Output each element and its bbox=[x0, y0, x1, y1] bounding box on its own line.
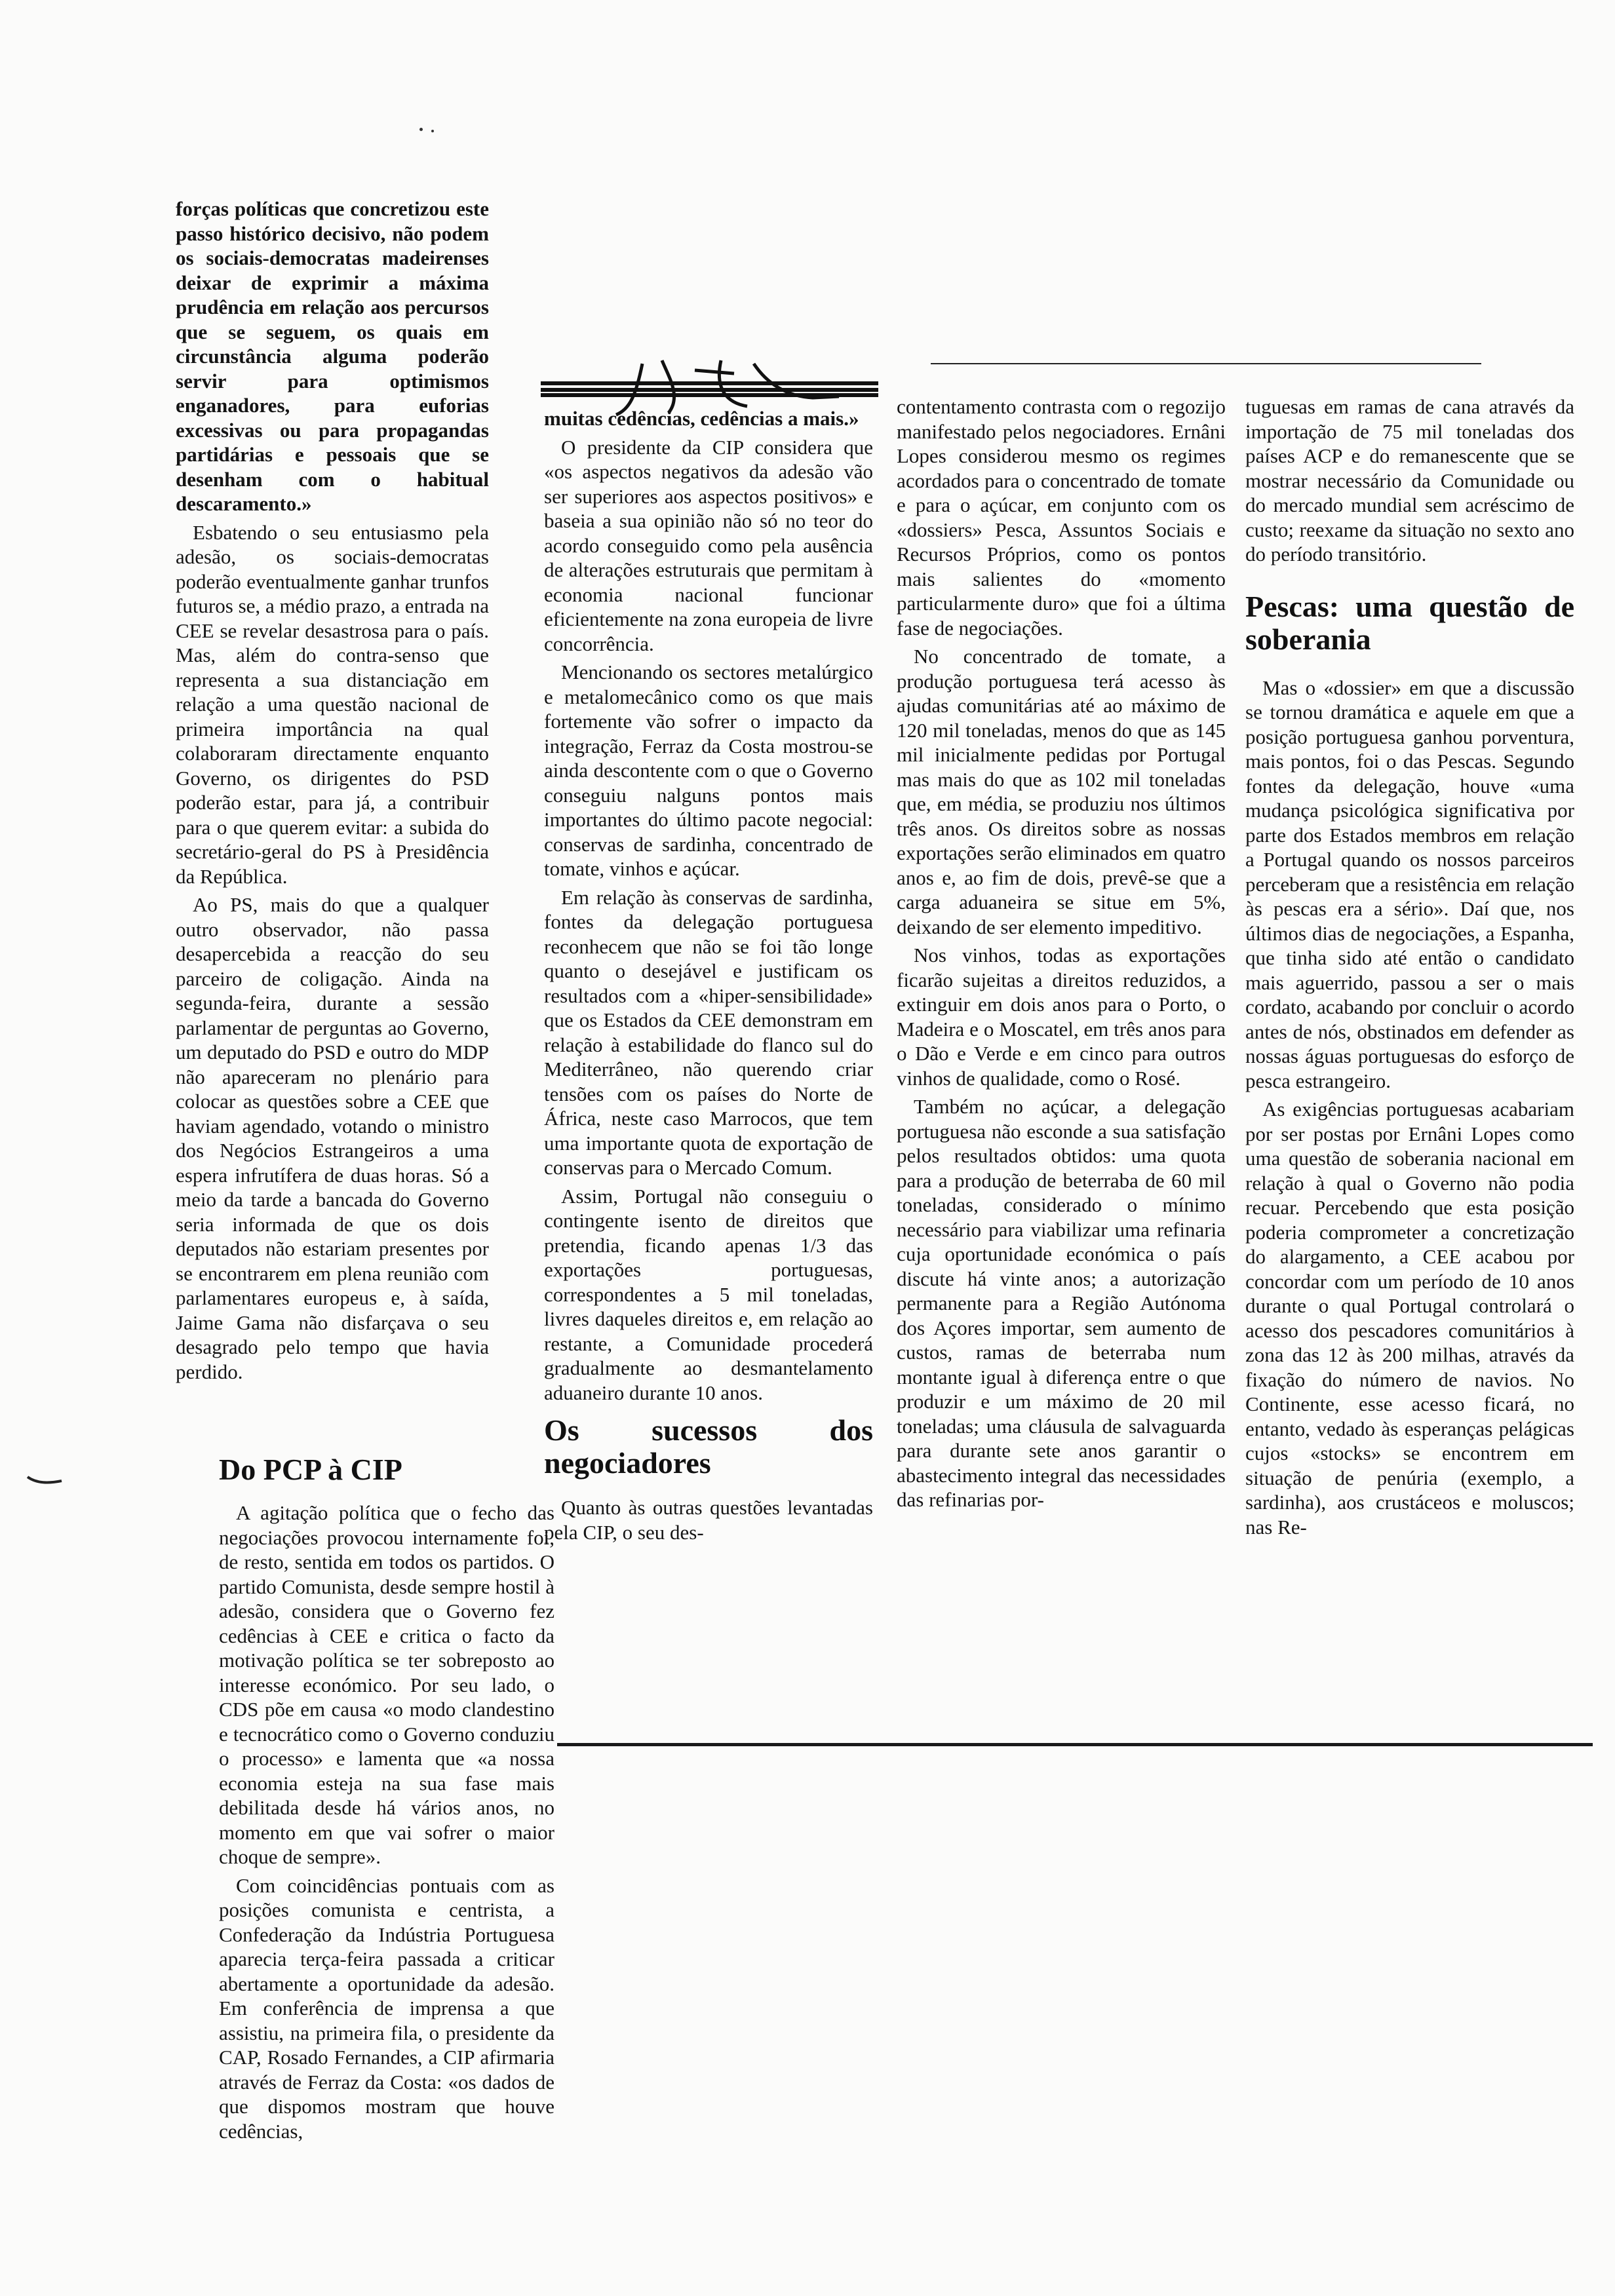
bottom-rule bbox=[557, 1743, 1593, 1746]
article-paragraph: contentamento contrasta com o regozijo manifestado pelos negociadores. Ernâni Lopes considerou mesmo os regimes acordados para o concentrado de tomate e para o açúcar, em conjunto com os «dossiers» Pesca, Assuntos Sociais e Recursos Próprios, como os pontos mais salientes do «momento particularmente duro» que foi a última fase de negociações. bbox=[897, 395, 1226, 640]
section-heading: Os sucessos dos negociadores bbox=[544, 1413, 873, 1480]
article-paragraph: Em relação às conservas de sardinha, fontes da delegação portuguesa reconhecem que não se foi tão longe quanto o desejável e justificam os resultados com a «hiper-sensibilidade» que os Estados da CEE demonstram em relação à estabilidade do flanco sul do Mediterrâneo, não querendo criar tensões com os países do Norte de África, neste caso Marrocos, que tem uma importante quota de exportação de conservas para o Mercado Comum. bbox=[544, 885, 873, 1179]
article-paragraph: forças políticas que concretizou este passo histórico decisivo, não podem os sociais-democratas madeirenses deixar de exprimir a máxima prudência em relação aos percursos que se seguem, os quais em circunstância alguma poderão servir para optimismos enganadores, para euforias excessivas ou para propagandas partidárias e pessoais que se desenham com o habitual descaramento.» bbox=[176, 197, 489, 515]
article-paragraph: Também no açúcar, a delegação portuguesa não esconde a sua satisfação pelos resultados obtidos: uma quota para a produção de beterraba de 60 mil toneladas, considerado o mínimo necessário para viabilizar uma refinaria cuja oportunidade económica o país discute há vinte anos; a autorização permanente para a Região Autónoma dos Açores importar, sem aumento de custos, ramas de beterraba num montante igual à diferença entre o que produzir e um máximo de 20 mil toneladas; uma cláusula de salvaguarda para durante sete anos garantir o abastecimento integral das necessidades das refinarias por- bbox=[897, 1095, 1226, 1511]
article-paragraph: Mencionando os sectores metalúrgico e metalomecânico como os que mais fortemente vão sofrer o impacto da integração, Ferraz da Costa mostrou-se ainda descontente com o que o Governo conseguiu nalguns pontos mais importantes do último pacote negocial: conservas de sardinha, concentrado de tomate, vinhos e açúcar. bbox=[544, 660, 873, 880]
article-paragraph: Nos vinhos, todas as exportações ficarão sujeitas a direitos reduzidos, a extinguir em dois anos para o Porto, o Madeira e o Moscatel, em três anos para o Dão e Verde e em cinco para outros vinhos de qualidade, como o Rosé. bbox=[897, 944, 1226, 1090]
article-paragraph: No concentrado de tomate, a produção portuguesa terá acesso às ajudas comunitárias até ao máximo de 120 mil toneladas, menos do que as 145 mil inicialmente pedidas por Portugal mas mais do que as 102 mil toneladas que, em média, se produziu nos últimos três anos. Os direitos sobre as nossas exportações serão eliminados em quatro anos e, ao fim de dois, prevê-se que a carga aduaneira se situe em 5%, deixando de ser elemento impeditivo. bbox=[897, 645, 1226, 938]
article-column-1 bbox=[176, 197, 489, 1388]
margin-mark bbox=[25, 1474, 64, 1487]
article-column-4 bbox=[897, 394, 1226, 1516]
article-paragraph: tuguesas em ramas de cana através da importação de 75 mil toneladas dos países ACP e do remanescente que se mostrar necessário da Comunidade ou do mercado mundial sem acréscimo de custo; reexame da situação no sexto ano do período transitório. bbox=[1245, 395, 1574, 565]
article-column-5 bbox=[1245, 394, 1574, 1543]
article-paragraph: Com coincidências pontuais com as posições comunista e centrista, a Confederação da Indústria Portuguesa aparecia terça-feira passada a criticar abertamente a oportunidade da adesão. Em conferência de imprensa a que assistiu, na primeira fila, o presidente da CAP, Rosado Fernandes, a CIP afirmaria através de Ferraz da Costa: «os dados de que dispomos mostram que houve cedências, bbox=[219, 1873, 555, 2143]
section-heading: Do PCP à CIP bbox=[219, 1453, 402, 1486]
article-column-2 bbox=[219, 1453, 555, 2147]
scan-speck bbox=[419, 128, 423, 131]
section-heading: Pescas: uma questão de soberania bbox=[1245, 589, 1574, 656]
scan-speck bbox=[431, 130, 434, 132]
article-paragraph: Assim, Portugal não conseguiu o contingente isento de direitos que pretendia, ficando apenas 1/3 das exportações portuguesas, correspondentes a 5 mil toneladas, livres daqueles direitos e, em relação ao restante, a Comunidade procederá gradualmente ao desmantelamento aduaneiro durante 10 anos. bbox=[544, 1184, 873, 1404]
article-paragraph: A agitação política que o fecho das negociações provocou internamente foi, de resto, sentida em todos os partidos. O partido Comunista, desde sempre hostil à adesão, considera que o Governo fez cedências à CEE e critica o facto da motivação política se ter sobreposto ao interesse económico. Por seu lado, o CDS põe em causa «o modo clandestino e tecnocrático como o Governo conduziu o processo» e lamenta que «a nossa economia esteja na sua fase mais debilitada desde há vários anos, no momento em que vai sofrer o maior choque de sempre». bbox=[219, 1501, 555, 1868]
article-paragraph: muitas cedências, cedências a mais.» bbox=[544, 407, 859, 430]
article-paragraph: O presidente da CIP considera que «os aspectos negativos da adesão vão ser superiores aos aspectos positivos» e baseia a sua opinião não só no teor do acordo conseguido como pela ausência de alterações estruturais que permitam à economia nacional funcionar eficientemente na zona europeia de livre concorrência. bbox=[544, 435, 873, 655]
article-paragraph: Mas o «dossier» em que a discussão se tornou dramática e aquele em que a posição portuguesa ganhou porventura, mais pontos, foi o das Pescas. Segundo fontes da delegação, houve «uma mudança psicológica significativa por parte dos Estados membros em relação a Portugal quando os nossos parceiros perceberam que a resistência em relação às pescas era a sério». Daí que, nos últimos dias de negociações, a Espanha, que tinha sido até então o candidato mais aguerrido, passou a ser o mais cordato, acabando por concluir o acordo antes de nós, obstinados em defender as nossas águas portuguesas do esforço de pesca estrangeiro. bbox=[1245, 676, 1574, 1092]
article-paragraph: As exigências portuguesas acabariam por ser postas por Ernâni Lopes como uma questão de soberania nacional em relação à qual o Governo não podia recuar. Percebendo que esta posição poderia comprometer a concretização do alargamento, a CEE acabou por concordar com um período de 10 anos durante o qual Portugal controlará o acesso dos pescadores comunitários à zona das 12 às 200 milhas, através da fixação do número de navios. No Continente, esse acesso ficará, no entanto, vedado às esperanças pelágicas cujos «stocks» se encontrem em situação de penúria (exemplo, a sardinha), aos crustáceos e moluscos; nas Re- bbox=[1245, 1098, 1574, 1539]
article-paragraph: Quanto às outras questões levantadas pela CIP, o seu des- bbox=[544, 1496, 873, 1544]
article-paragraph: Esbatendo o seu entusiasmo pela adesão, os sociais-democratas poderão eventualmente ganhar trunfos futuros se, a médio prazo, a entrada na CEE se revelar desastrosa para o país. Mas, além do contra-senso que representa a sua distanciação em relação a uma questão nacional de primeira importância na qual colaboraram directamente enquanto Governo, os dirigentes do PSD poderão estar, para já, a contribuir para o que querem evitar: a subida do secretário-geral do PS à Presidência da República. bbox=[176, 520, 489, 888]
article-column-3 bbox=[544, 406, 873, 1548]
article-paragraph: Ao PS, mais do que a qualquer outro observador, não passa desapercebida a reacção do seu parceiro de coligação. Ainda na segunda-feira, durante a sessão parlamentar de perguntas ao Governo, um deputado do PSD e outro do MDP não apareceram no plenário para colocar as questões sobre a CEE que haviam agendado, votando o ministro dos Negócios Estrangeiros a uma espera infrutífera de duas horas. Só a meio da tarde a bancada do Governo seria informada de que os dois deputados não estariam presentes por se encontrarem em plena reunião com parlamentares europeus e, à saída, Jaime Gama não disfarçava o seu desagrado pelo tempo que havia perdido. bbox=[176, 893, 489, 1383]
